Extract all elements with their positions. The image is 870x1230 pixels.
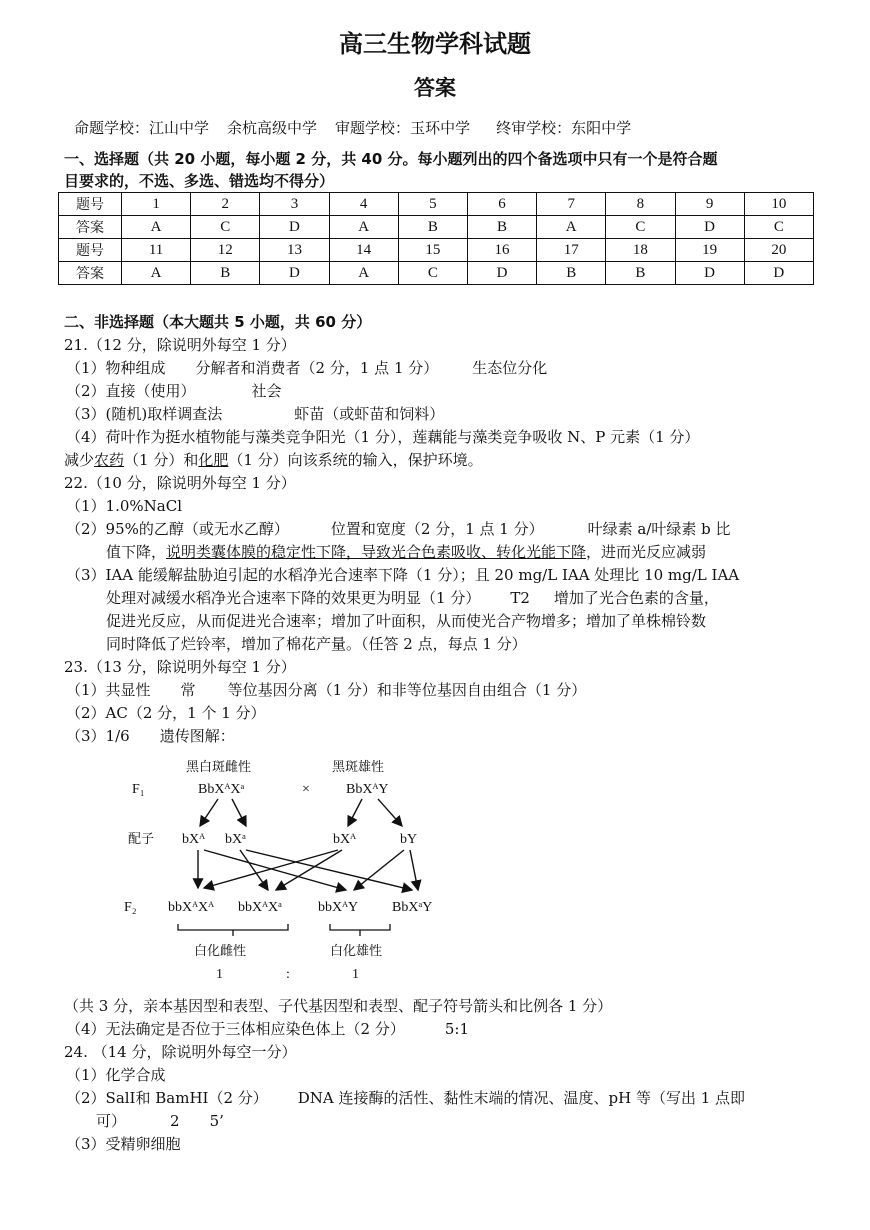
- answer-cell: D: [467, 262, 536, 285]
- q21-text: （1 分）向该系统的输入，保护环境。: [228, 451, 483, 469]
- question-number: 18: [606, 239, 675, 262]
- answer-cell: A: [329, 216, 398, 239]
- q22-ans-1: （2）95%的乙醇（或无水乙醇）: [66, 520, 289, 538]
- q23-ans-4: （3）1/6: [66, 727, 130, 745]
- q22-line1: （1）1.0%NaCl: [66, 497, 182, 515]
- arrow: [354, 850, 404, 890]
- question-number: 6: [467, 193, 536, 216]
- offspring-3: bbXᴬY: [318, 900, 359, 915]
- q24-ans-3: 2: [170, 1112, 180, 1130]
- gamete-female-1: bXᴬ: [182, 832, 206, 847]
- propose-label: 命题学校：: [74, 119, 150, 137]
- female-genotype: BbXᴬXᵃ: [198, 782, 245, 797]
- final-label: 终审学校：: [496, 119, 572, 137]
- answer-cell: C: [606, 216, 675, 239]
- answer-cell: A: [122, 216, 191, 239]
- q22-line6: 促进光反应，从而促进光合速率；增加了叶面积，从而使光合产物增多；增加了单株棉铃数: [106, 612, 707, 630]
- q22-text: ，进而光反应减弱: [586, 543, 707, 561]
- answer-cell: D: [260, 262, 329, 285]
- question-number: 20: [744, 239, 813, 262]
- offspring-1: bbXᴬXᴬ: [168, 900, 215, 915]
- ratio-separator: :: [286, 967, 290, 982]
- q23-text: 遗传图解：: [159, 727, 235, 745]
- question-number: 5: [398, 193, 467, 216]
- q24-line2: [66, 1087, 745, 1108]
- question-number: 7: [537, 193, 606, 216]
- q24-ans-1: （2）SalⅠ和 BamHⅠ（2 分）: [66, 1089, 268, 1107]
- section1-heading-line2: 目要求的，不选、多选、错选均不得分）: [64, 172, 335, 190]
- row-label-answer: 答案: [59, 216, 122, 239]
- gamete-label: 配子: [128, 832, 155, 847]
- q21-heading: 21.（12 分，除说明外每空 1 分）: [64, 336, 296, 354]
- answer-cell: B: [191, 262, 260, 285]
- q22-underlined: 说明类囊体膜的稳定性下降，导致光合色素吸收、转化光能下降: [166, 543, 587, 561]
- question-number: 4: [329, 193, 398, 216]
- q21-ans-5: 社会: [251, 382, 282, 400]
- q24-line3: [96, 1110, 224, 1131]
- q22-line4: （3）IAA 能缓解盐胁迫引起的水稻净光合速率下降（1 分）；且 20 mg/L IAA 处理比 10 mg/L IAA: [66, 566, 740, 584]
- q24-text: 可）: [96, 1112, 127, 1130]
- q23-note: （共 3 分，亲本基因型和表型、子代基因型和表型、配子符号箭头和比例各 1 分）: [64, 997, 613, 1015]
- answer-cell: B: [606, 262, 675, 285]
- q21-ans-4: （2）直接（使用）: [66, 382, 196, 400]
- q23-ans-6: 5:1: [444, 1020, 469, 1038]
- q21-ans-7: 虾苗（或虾苗和饲料）: [294, 405, 445, 423]
- answer-cell: D: [744, 262, 813, 285]
- question-number: 11: [122, 239, 191, 262]
- q24-ans-4: 5’: [209, 1112, 224, 1130]
- q21-text: （1 分）和: [124, 451, 199, 469]
- answer-cell: D: [675, 216, 744, 239]
- answer-cell: B: [467, 216, 536, 239]
- q23-line4: [66, 1018, 469, 1039]
- question-number: 2: [191, 193, 260, 216]
- gamete-male-1: bXᴬ: [333, 832, 357, 847]
- ratio-1: 1: [216, 967, 223, 982]
- offspring-4: BbXᵃY: [392, 900, 433, 915]
- question-number: 16: [467, 239, 536, 262]
- answer-cell: B: [398, 216, 467, 239]
- q23-heading: 23.（13 分，除说明外每空 1 分）: [64, 658, 296, 676]
- offspring-2: bbXᴬXᵃ: [238, 900, 282, 915]
- gamete-female-2: bXᵃ: [225, 832, 246, 847]
- question-number: 12: [191, 239, 260, 262]
- group-albino-female: 白化雌性: [194, 944, 247, 959]
- arrow: [276, 850, 342, 890]
- q22-heading: 22.（10 分，除说明外每空 1 分）: [64, 474, 296, 492]
- question-number: 8: [606, 193, 675, 216]
- review-label: 审题学校：: [335, 119, 411, 137]
- question-number: 13: [260, 239, 329, 262]
- q22-text: 值下降，: [106, 543, 167, 561]
- q23-ans-2: 常: [180, 681, 196, 699]
- arrow: [410, 850, 418, 890]
- ratio-2: 1: [352, 967, 359, 982]
- bracket: [178, 924, 288, 930]
- q23-ans-1: （1）共显性: [66, 681, 151, 699]
- arrow: [378, 799, 402, 826]
- section1-heading-line1: 一、选择题（共 20 小题，每小题 2 分，共 40 分。每小题列出的四个备选项中只有一个是符合题: [64, 150, 718, 168]
- q24-heading: 24. （14 分，除说明外每空一分）: [64, 1043, 297, 1061]
- q21-underlined-fertilizer: 化肥: [198, 451, 229, 469]
- question-number: 15: [398, 239, 467, 262]
- cross-symbol: ×: [302, 782, 310, 797]
- page-title: 高三生物学科试题: [339, 30, 531, 58]
- arrow: [240, 850, 268, 890]
- row-label-answer: 答案: [59, 262, 122, 285]
- q21-ans-2: 分解者和消费者（2 分，1 点 1 分）: [195, 359, 439, 377]
- q22-text: 增加了光合色素的含量，: [553, 589, 719, 607]
- review-school: 玉环中学: [410, 119, 471, 137]
- arrow: [200, 799, 218, 826]
- q22-text: 处理对减缓水稻净光合速率下降的效果更为明显（1 分）: [106, 589, 481, 607]
- propose-school-1: 江山中学: [149, 119, 210, 137]
- page-subtitle: 答案: [414, 76, 456, 100]
- gamete-male-2: bY: [400, 832, 418, 847]
- q24-line1: （1）化学合成: [66, 1066, 166, 1084]
- propose-school-2: 余杭高级中学: [227, 119, 318, 137]
- question-number: 14: [329, 239, 398, 262]
- answer-cell: A: [329, 262, 398, 285]
- bracket: [330, 924, 390, 930]
- q21-ans-6: （3）(随机)取样调查法: [66, 405, 223, 423]
- final-school: 东阳中学: [571, 119, 632, 137]
- q24-line4: （3）受精卵细胞: [66, 1135, 181, 1153]
- question-number: 1: [122, 193, 191, 216]
- q21-ans-1: （1）物种组成: [66, 359, 166, 377]
- q24-ans-2: DNA 连接酶的活性、黏性末端的情况、温度、pH 等（写出 1 点即: [297, 1089, 746, 1107]
- question-number: 3: [260, 193, 329, 216]
- question-number: 17: [537, 239, 606, 262]
- q22-ans-2: 位置和宽度（2 分，1 点 1 分）: [330, 520, 544, 538]
- q21-line4: （4）荷叶作为挺水植物能与藻类竞争阳光（1 分），莲藕能与藻类竞争吸收 N、P 元素（1 分）: [66, 428, 700, 446]
- answer-cell: A: [537, 216, 606, 239]
- answer-cell: B: [537, 262, 606, 285]
- q21-text: 减少: [64, 451, 95, 469]
- row-label-question: 题号: [59, 193, 122, 216]
- male-genotype: BbXᴬY: [346, 782, 389, 797]
- arrow: [204, 850, 346, 890]
- section2-heading: 二、非选择题（本大题共 5 小题，共 60 分）: [64, 313, 372, 331]
- question-number: 9: [675, 193, 744, 216]
- question-number: 19: [675, 239, 744, 262]
- question-number: 10: [744, 193, 813, 216]
- q21-ans-3: 生态位分化: [472, 359, 548, 377]
- arrow: [348, 799, 362, 826]
- row-label-question: 题号: [59, 239, 122, 262]
- q22-ans-3: 叶绿素 a/叶绿素 b 比: [587, 520, 731, 538]
- answer-cell: C: [191, 216, 260, 239]
- q21-underlined-pesticide: 农药: [94, 451, 125, 469]
- f1-label: F₁: [132, 782, 145, 797]
- arrow: [246, 850, 412, 890]
- answer-cell: C: [398, 262, 467, 285]
- answer-cell: C: [744, 216, 813, 239]
- answer-cell: D: [260, 216, 329, 239]
- q23-ans-3: 等位基因分离（1 分）和非等位基因自由组合（1 分）: [227, 681, 587, 699]
- male-phenotype: 黑斑雄性: [332, 760, 385, 775]
- female-phenotype: 黑白斑雌性: [186, 760, 252, 775]
- group-albino-male: 白化雄性: [330, 944, 383, 959]
- q22-line7: 同时降低了烂铃率，增加了棉花产量。（任答 2 点，每点 1 分）: [106, 635, 527, 653]
- f2-label: F₂: [124, 900, 137, 915]
- q23-line2: （2）AC（2 分，1 个 1 分）: [66, 704, 266, 722]
- arrow: [232, 799, 246, 826]
- q23-ans-5: （4）无法确定是否位于三体相应染色体上（2 分）: [66, 1020, 405, 1038]
- answer-cell: A: [122, 262, 191, 285]
- answer-cell: D: [675, 262, 744, 285]
- q22-ans-t2: T2: [510, 589, 530, 607]
